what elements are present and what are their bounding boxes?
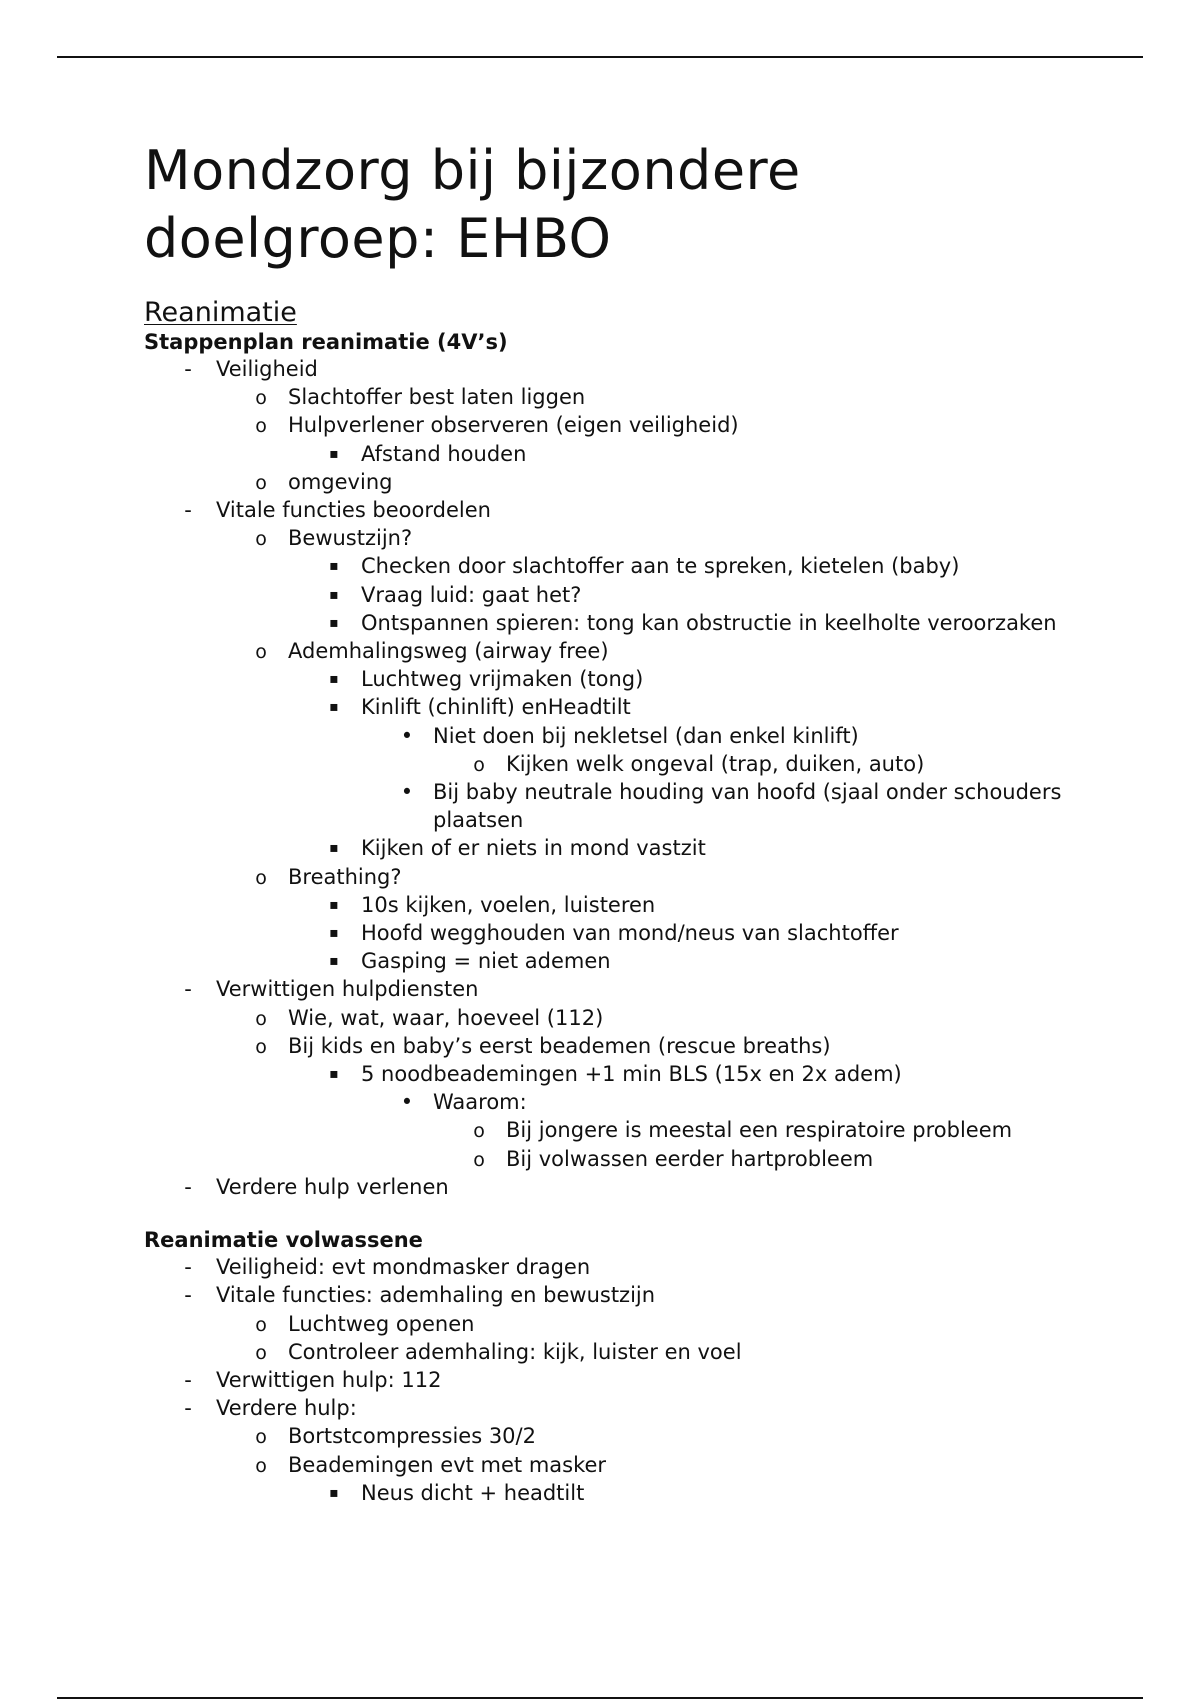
bullet-marker xyxy=(324,919,344,947)
bullet-marker xyxy=(469,1116,489,1145)
list-item-text: Vraag luid: gaat het? xyxy=(361,582,582,607)
bullet-marker xyxy=(324,947,344,975)
list-item-text: Ademhalingsweg (airway free) xyxy=(288,639,609,664)
list-item-text: Veiligheid xyxy=(216,357,318,381)
document-title-line2: doelgroep: EHBO xyxy=(144,207,612,270)
list-item xyxy=(144,637,1144,665)
bullet-marker xyxy=(324,552,344,580)
bullet-marker xyxy=(324,581,344,609)
subheading-stappenplan: Stappenplan reanimatie (4V’s) xyxy=(144,330,508,354)
list-item-text: Neus dicht + headtilt xyxy=(361,1480,585,1505)
bullet-marker xyxy=(251,1451,271,1480)
list-item xyxy=(144,383,1144,411)
list-item xyxy=(144,1338,1144,1366)
bullet-marker xyxy=(178,1253,198,1281)
list-item xyxy=(144,1173,1144,1201)
list-item-text: Wie, wat, waar, hoeveel (112) xyxy=(288,1005,604,1030)
bullet-marker xyxy=(324,1060,344,1088)
bullet-marker xyxy=(251,524,271,553)
bullet-marker xyxy=(251,1032,271,1061)
bullet-marker xyxy=(251,637,271,666)
list-item xyxy=(144,1253,1144,1281)
list-item-text: Waarom: xyxy=(433,1090,527,1115)
list-item-text: omgeving xyxy=(288,469,393,494)
list-item xyxy=(144,1281,1144,1309)
list-item xyxy=(144,411,1144,439)
bullet-marker xyxy=(324,1479,344,1507)
list-item xyxy=(144,468,1144,496)
list-item-text: Hulpverlener observeren (eigen veiligheid) xyxy=(288,413,739,438)
list-item xyxy=(144,1366,1144,1394)
list-item-text: Kinlift (chinlift) enHeadtilt xyxy=(361,695,631,720)
list-item-text: Controleer ademhaling: kijk, luister en voel xyxy=(288,1339,742,1364)
bullet-marker xyxy=(324,665,344,693)
list-item-text: Bewustzijn? xyxy=(288,526,413,551)
bullet-marker xyxy=(324,693,344,721)
volwassene-list xyxy=(144,1253,1144,1507)
list-item-text: Vitale functies beoordelen xyxy=(216,498,491,523)
document-title-line1: Mondzorg bij bijzondere xyxy=(144,139,801,202)
list-item xyxy=(144,581,1144,609)
list-item xyxy=(144,1451,1144,1479)
list-item-text: Gasping = niet ademen xyxy=(361,949,611,974)
list-item xyxy=(144,947,1144,975)
bottom-rule xyxy=(57,1697,1143,1699)
section-heading-reanimatie: Reanimatie xyxy=(144,297,297,328)
list-item xyxy=(144,891,1144,919)
list-item-text: Breathing? xyxy=(288,864,402,889)
bullet-marker xyxy=(251,383,271,412)
bullet-marker xyxy=(397,778,417,806)
bullet-marker xyxy=(178,1281,198,1309)
list-item-text: Bij kids en baby’s eerst beademen (rescue breaths) xyxy=(288,1033,831,1058)
bullet-marker xyxy=(469,750,489,779)
bullet-marker xyxy=(324,609,344,637)
bullet-marker xyxy=(251,1338,271,1367)
list-item-text: Veiligheid: evt mondmasker dragen xyxy=(216,1255,591,1280)
list-item xyxy=(144,693,1144,721)
bullet-marker xyxy=(178,1366,198,1394)
list-item xyxy=(144,1060,1144,1088)
list-item-text: Luchtweg openen xyxy=(288,1311,475,1336)
list-item-text: Afstand houden xyxy=(361,441,527,466)
list-item xyxy=(144,440,1144,468)
list-item xyxy=(144,919,1144,947)
list-item-text: Bortstcompressies 30/2 xyxy=(288,1424,536,1449)
list-item xyxy=(144,863,1144,891)
bullet-marker xyxy=(397,1088,417,1116)
bullet-marker xyxy=(178,496,198,524)
bullet-marker xyxy=(178,355,198,383)
list-item-text: Luchtweg vrijmaken (tong) xyxy=(361,667,644,692)
list-item-text: Kijken welk ongeval (trap, duiken, auto) xyxy=(506,751,925,776)
list-item xyxy=(144,1394,1144,1422)
bullet-marker xyxy=(251,1004,271,1033)
bullet-marker xyxy=(251,1422,271,1451)
stappenplan-list xyxy=(144,355,1144,1201)
bullet-marker xyxy=(251,863,271,892)
list-item xyxy=(144,609,1144,637)
list-item-text: Verdere hulp verlenen xyxy=(216,1174,449,1199)
bullet-marker xyxy=(397,722,417,750)
bullet-marker xyxy=(324,440,344,468)
document-content xyxy=(144,137,1144,1507)
list-item xyxy=(144,1004,1144,1032)
list-item-text: Bij volwassen eerder hartprobleem xyxy=(506,1146,874,1171)
list-item-text: Ontspannen spieren: tong kan obstructie in keelholte veroorzaken xyxy=(361,610,1057,635)
bullet-marker xyxy=(178,1394,198,1422)
list-item-text: Checken door slachtoffer aan te spreken, kietelen (baby) xyxy=(361,554,960,579)
list-item-text: Vitale functies: ademhaling en bewustzijn xyxy=(216,1283,656,1308)
list-item xyxy=(144,975,1144,1003)
list-item xyxy=(144,1116,1144,1144)
list-item xyxy=(144,524,1144,552)
list-item-text: Bij jongere is meestal een respiratoire probleem xyxy=(506,1118,1013,1143)
list-item xyxy=(144,778,1144,834)
list-item-text: Slachtoffer best laten liggen xyxy=(288,385,586,410)
bullet-marker xyxy=(324,891,344,919)
list-item xyxy=(144,1479,1144,1507)
list-item xyxy=(144,1310,1144,1338)
document-title xyxy=(144,137,1144,273)
list-item-text: Verdere hulp: xyxy=(216,1396,357,1421)
list-item xyxy=(144,355,1144,383)
list-item-text: Beademingen evt met masker xyxy=(288,1452,607,1477)
bullet-marker xyxy=(251,1310,271,1339)
list-item-text: 10s kijken, voelen, luisteren xyxy=(361,892,656,917)
bullet-marker xyxy=(324,834,344,862)
list-item xyxy=(144,722,1144,750)
bullet-marker xyxy=(469,1145,489,1174)
list-item xyxy=(144,496,1144,524)
list-item-text: Kijken of er niets in mond vastzit xyxy=(361,836,706,861)
list-item-text: Verwittigen hulp: 112 xyxy=(216,1367,442,1392)
list-item xyxy=(144,834,1144,862)
list-item xyxy=(144,1145,1144,1173)
list-item-text: Hoofd wegghouden van mond/neus van slachtoffer xyxy=(361,921,899,946)
list-item-text: Verwittigen hulpdiensten xyxy=(216,977,479,1002)
list-item-text: 5 noodbeademingen +1 min BLS (15x en 2x adem) xyxy=(361,1062,902,1087)
list-item xyxy=(144,665,1144,693)
bullet-marker xyxy=(251,468,271,497)
bullet-marker xyxy=(178,1173,198,1201)
list-item-text: Niet doen bij nekletsel (dan enkel kinlift) xyxy=(433,723,859,748)
list-item xyxy=(144,1422,1144,1450)
list-item-text: Bij baby neutrale houding van hoofd (sjaal onder schouders plaatsen xyxy=(433,780,1062,833)
list-item xyxy=(144,1088,1144,1116)
list-item xyxy=(144,750,1144,778)
list-item xyxy=(144,1032,1144,1060)
bullet-marker xyxy=(178,975,198,1003)
top-rule xyxy=(57,56,1143,58)
list-item xyxy=(144,552,1144,580)
subheading-volwassene: Reanimatie volwassene xyxy=(144,1228,423,1253)
bullet-marker xyxy=(251,411,271,440)
